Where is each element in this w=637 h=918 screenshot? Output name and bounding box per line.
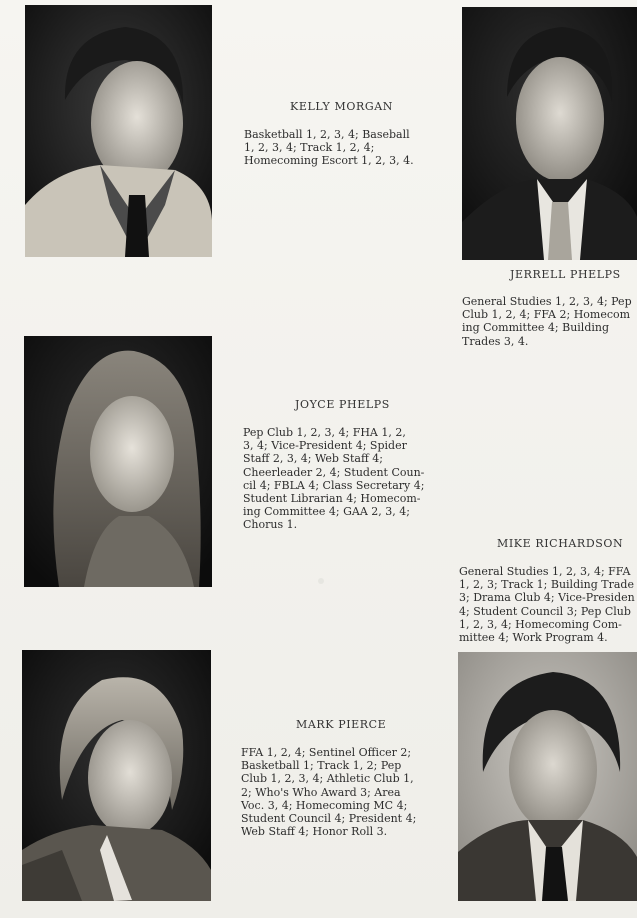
student-name-kelly-morgan: KELLY MORGAN [290, 100, 394, 113]
student-name-joyce-phelps: JOYCE PHELPS [295, 398, 390, 411]
portrait-photo-mike-richardson [458, 652, 637, 901]
portrait-photo-jerrell-phelps [462, 7, 637, 260]
student-bio-jerrell-phelps: General Studies 1, 2, 3, 4; Pep Club 1, 2, 4; FFA 2; Homecom ing Committee 4; Building Trades 3, 4. [462, 295, 632, 348]
student-name-jerrell-phelps: JERRELL PHELPS [510, 268, 621, 281]
student-name-mike-richardson: MIKE RICHARDSON [497, 537, 624, 550]
student-bio-mike-richardson: General Studies 1, 2, 3, 4; FFA 1, 2, 3; Track 1; Building Trade 3; Drama Club 4; Vice-Presiden 4; Student Council 3; Pep Club 1, 2, 3, 4; Homecoming Com- mittee 4; Work Program 4. [459, 565, 635, 645]
student-bio-kelly-morgan: Basketball 1, 2, 3, 4; Baseball 1, 2, 3, 4; Track 1, 2, 4; Homecoming Escort 1, 2, 3, 4. [244, 128, 414, 168]
student-bio-mark-pierce: FFA 1, 2, 4; Sentinel Officer 2; Basketball 1; Track 1, 2; Pep Club 1, 2, 3, 4; Athletic Club 1, 2; Who's Who Award 3; Area Voc. 3, 4; Homecoming MC 4; Student Council 4; President 4; Web Staff 4; Honor Roll 3. [241, 746, 417, 839]
portrait-photo-joyce-phelps [24, 336, 212, 587]
student-name-mark-pierce: MARK PIERCE [296, 718, 387, 731]
page-smudge [318, 578, 324, 584]
portrait-photo-kelly-morgan [25, 5, 212, 257]
portrait-photo-mark-pierce [22, 650, 211, 901]
student-bio-joyce-phelps: Pep Club 1, 2, 3, 4; FHA 1, 2, 3, 4; Vice-President 4; Spider Staff 2, 3, 4; Web Staff 4; Cheerleader 2, 4; Student Coun- cil 4; FBLA 4; Class Secretary 4; Student Librarian 4; Homecom- ing Committee 4; GAA 2, 3, 4; Chorus 1. [243, 426, 425, 532]
